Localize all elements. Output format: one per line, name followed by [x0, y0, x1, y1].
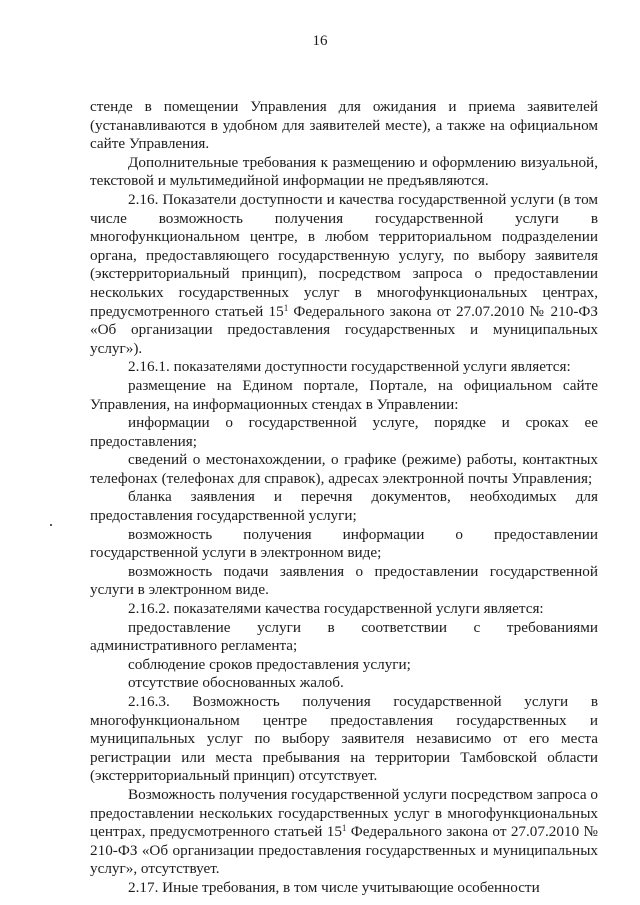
paragraph [90, 674, 598, 693]
paragraph-text: размещение на Едином портале, Портале, на официальном сайте Управления, на информационных стендах в Управлении: [90, 376, 598, 413]
paragraph [90, 377, 598, 414]
paragraph-text: Дополнительные требования к размещению и оформлению визуальной, текстовой и мультимедийной информации не предъявляются. [90, 153, 598, 190]
paragraph-text: отсутствие обоснованных жалоб. [128, 674, 344, 692]
paragraph [90, 414, 598, 451]
page-number: 16 [312, 33, 328, 49]
paragraph-text: стенде в помещении Управления для ожидания и приема заявителей (устанавливаются в удобном для заявителей месте), а также на официальном сайте Управления. [90, 98, 598, 153]
paragraph [90, 488, 598, 525]
scan-speck [50, 524, 52, 526]
paragraph-text: соблюдение сроков предоставления услуги; [128, 655, 411, 673]
superscript: 1 [283, 302, 289, 313]
paragraph [90, 879, 598, 898]
paragraph [90, 693, 598, 786]
paragraph-text: Возможность получения государственной услуги посредством запроса о предоставлении нескольких государственных услуг в многофункциональных центрах, предусмотренного статьей 15 [90, 785, 598, 841]
paragraph [90, 526, 598, 563]
paragraph [90, 563, 598, 600]
paragraph-text: возможность подачи заявления о предоставлении государственной услуги в электронном виде. [90, 562, 598, 599]
document-body [90, 98, 598, 898]
paragraph-text: сведений о местонахождении, о графике (режиме) работы, контактных телефонах (телефонах для справок), адресах электронной почты Управления; [90, 451, 598, 487]
paragraph-text: 2.17. Иные требования, в том числе учитывающие особенности [128, 878, 540, 896]
paragraph [90, 98, 598, 154]
paragraph [90, 191, 598, 358]
paragraph-text-continued: Федерального закона от 27.07.2010 № 210-ФЗ «Об организации предоставления государственных и муниципальных услуг»). [90, 302, 598, 357]
paragraph [90, 154, 598, 191]
paragraph [90, 451, 598, 488]
paragraph-text: 2.16.3. Возможность получения государственной услуги в многофункциональном центре предоставления государственных и муниципальных услуг по выбору заявителя независимо от его места регистрации или места пребывания на территории Тамбовской области (экстерриториальный принцип) отсутствует. [90, 693, 598, 785]
paragraph-text: 2.16.1. показателями доступности государственной услуги является: [128, 358, 571, 376]
paragraph-text: предоставление услуги в соответствии с требованиями административного регламента; [90, 618, 598, 655]
superscript: 1 [341, 823, 347, 834]
paragraph [90, 358, 598, 377]
paragraph-text: возможность получения информации о предоставлении государственной услуги в электронном виде; [90, 525, 598, 562]
paragraph-text: 2.16.2. показателями качества государственной услуги является: [128, 600, 544, 618]
paragraph-text: бланка заявления и перечня документов, необходимых для предоставления государственной услуги; [90, 488, 598, 525]
paragraph-text: информации о государственной услуге, порядке и сроках ее предоставления; [90, 414, 598, 450]
paragraph-text-continued: Федерального закона от 27.07.2010 № 210-ФЗ «Об организации предоставления государственных и муниципальных услуг», отсутствует. [90, 823, 599, 878]
paragraph [90, 786, 598, 879]
paragraph [90, 656, 598, 675]
paragraph [90, 600, 598, 619]
paragraph [90, 619, 598, 656]
paragraph-text: 2.16. Показатели доступности и качества государственной услуги (в том числе возможность получения государственной услуги в многофункциональном центре, в любом территориальном подразделении органа, предоставляющего государственную услугу, по выбору заявителя (экстерриториальный принцип), посредством запроса о предоставлении нескольких государственных услуг в многофункциональных центрах, предусмотренного статьей 15 [90, 190, 598, 320]
